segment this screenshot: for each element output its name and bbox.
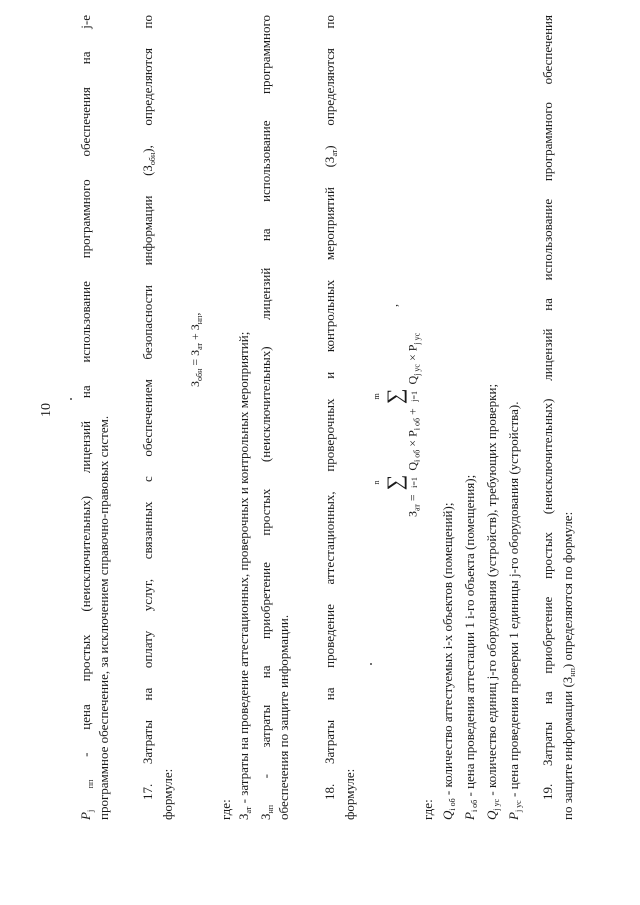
item18-def3-sub: j ус (492, 798, 501, 811)
item18-where: где: (420, 799, 435, 820)
item18-var: З (322, 156, 337, 164)
item17-where: где: (218, 799, 233, 820)
item17-def-1 (236, 332, 254, 820)
f18-times-1: × (405, 436, 420, 450)
item18-text-b: ) определяются по (322, 15, 337, 150)
item18-def4-text: - цена проведения проверки 1 единицы j-го оборудования (устройства). (506, 401, 521, 801)
f18-term2b: P (405, 344, 420, 352)
item19-text-b: ) определяются по формуле: (560, 511, 575, 669)
item17-text-a: 17. Затраты на оплату услуг, связанных с обеспечением безопасности информации ( (140, 171, 155, 800)
item17-def-2 (258, 15, 276, 820)
item19-var: З (560, 676, 575, 684)
item19-text-a: по защите информации ( (560, 683, 575, 820)
f18-plus: + (405, 405, 420, 418)
scan-speck (70, 398, 72, 400)
item17-def1-sub: ат (244, 806, 253, 814)
f18-sum2-top: m (372, 393, 381, 400)
page-number: 10 (39, 403, 54, 417)
item17-def2-var: З (258, 813, 273, 820)
f18-term1: Q (405, 462, 420, 471)
f18-term1b-sub: i об (412, 417, 422, 431)
f17-plus: + З (188, 324, 202, 343)
f18-sum1-top: n (372, 480, 381, 485)
scan-speck-2 (370, 663, 372, 665)
item17-text-b: ), определяются по (140, 15, 155, 153)
f18-eq: = (405, 491, 420, 505)
item17-def1-var: З (236, 813, 251, 820)
f17-end: , (188, 312, 202, 316)
f18-sum-2 (372, 388, 419, 404)
f18-sum-1 (372, 475, 419, 491)
f18-term2-sub: j ус (412, 364, 422, 376)
item18-def1-text: - количество аттестуемых i-х объектов (помещений); (440, 502, 455, 799)
f18-sum2-symbol: ∑ (382, 388, 407, 405)
item17-var-sub: обн (148, 152, 157, 166)
item18-def4-var: P (506, 812, 521, 820)
intro-var: P (78, 812, 93, 820)
item18-def2-text: - цена проведения аттестации 1 i-го объекта (помещения); (462, 474, 477, 800)
item17-formula (188, 313, 205, 387)
item18-def3-text: - количество единиц j-го оборудования (устройств), требующих проверки; (484, 383, 499, 799)
f18-sum1-bot: i=1 (409, 477, 419, 488)
f18-term1-sub: i об (412, 449, 422, 462)
item17-def2-text: - затраты на приобретение простых (неисключительных) лицензий на использование программного (258, 15, 273, 805)
item19-var-sub: нп (568, 668, 577, 677)
item18-def3-var: Q (484, 810, 499, 820)
item18-def2-var: P (462, 812, 477, 820)
item17-var: З (140, 165, 155, 172)
item18-def1-var: Q (440, 810, 455, 820)
item18-def1-sub: i об (448, 798, 457, 811)
item18-var-sub: ат (330, 149, 339, 157)
item17-def-2-line-2: обеспечения по защите информации. (276, 614, 291, 820)
item17-line-2: формуле: (160, 768, 175, 820)
item18-def-3 (484, 384, 502, 820)
f18-lhs-sub: ат (412, 504, 422, 511)
item18-line-2: формуле: (342, 768, 357, 820)
item18-def-4 (506, 402, 524, 820)
intro-var-sub: j пп (86, 779, 95, 813)
item18-line-1 (322, 15, 340, 800)
item18-text-a: 18. Затраты на проведение аттестационных, проверочных и контрольных мероприятий ( (322, 163, 337, 800)
intro-text-1: - цена простых (неисключительных) лицензий на использование программного обеспечения на j-е (78, 15, 93, 780)
item17-def2-sub: нп (266, 804, 275, 814)
item17-line-1 (140, 15, 158, 800)
item18-def4-sub: j ус (514, 800, 523, 813)
item18-def-1 (440, 503, 458, 820)
item17-def1-text: - затраты на проведение аттестационных, проверочных и контрольных мероприятий; (236, 331, 251, 807)
f17-t2-sub: нп (195, 315, 204, 325)
item18-def-2 (462, 475, 480, 820)
f18-times-2: × (405, 351, 420, 365)
item18-formula (372, 333, 423, 517)
f17-t1-sub: ат (195, 343, 204, 350)
f18-term2b-sub: j ус (412, 332, 422, 345)
item18-def2-sub: i об (470, 799, 479, 813)
f17-lhs: З (188, 380, 202, 387)
item19-line-1: 19. Затраты на приобретение простых (неисключительных) лицензий на использование программного обеспечения (540, 15, 555, 800)
f17-lhs-sub: обн (195, 368, 204, 381)
f18-end: , (386, 304, 400, 307)
f18-term1b: P (405, 430, 420, 437)
intro-line-1 (78, 15, 96, 820)
intro-line-2: программное обеспечение, за исключением справочно-правовых систем. (96, 415, 111, 820)
f18-sum1-symbol: ∑ (382, 474, 407, 491)
f18-term2: Q (405, 375, 420, 385)
item19-line-2 (560, 512, 578, 820)
f18-sum2-bot: j=1 (409, 390, 419, 402)
f18-lhs: З (405, 510, 420, 517)
f17-eq: = З (188, 349, 202, 369)
